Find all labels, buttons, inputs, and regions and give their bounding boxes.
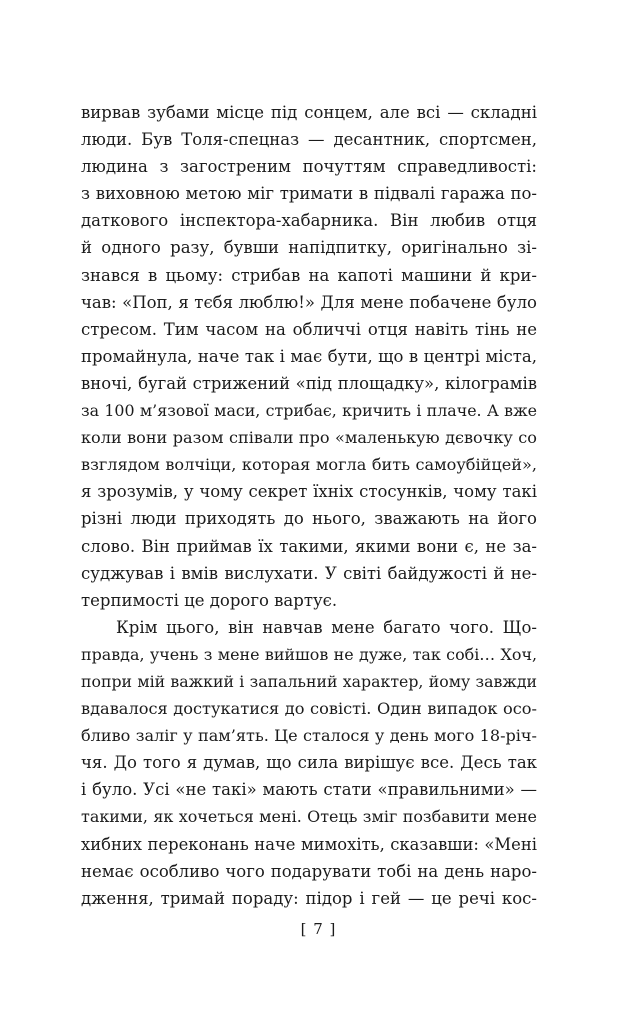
text-line: правда, учень з мене вийшов не дуже, так собі… Хоч, — [81, 644, 537, 664]
paragraph-2 — [81, 614, 537, 912]
text-line: попри мій важкий і запальний характер, йому завжди — [81, 671, 537, 691]
text-line: бливо заліг у пам’ять. Це сталося у день мого 18-річ- — [81, 726, 537, 746]
text-line: вночі, бугай стрижений «під площадку», кілограмів — [81, 373, 537, 393]
text-line: і було. Усі «не такі» мають стати «правильними» — — [81, 780, 537, 800]
text-line: знався в цьому: стрибав на капоті машини й кри- — [81, 265, 537, 285]
text-line: стресом. Тим часом на обличчі отця навіть тінь не — [81, 319, 537, 339]
text-line: терпимості це дорого вартує. — [81, 590, 338, 610]
text-line: чя. До того я думав, що сила вирішує все. Десь так — [81, 753, 537, 773]
text-line: люди. Був Толя-спецназ — десантник, спортсмен, — [81, 130, 537, 150]
text-line: за 100 м’язової маси, стрибає, кричить і плаче. А вже — [81, 401, 537, 421]
text-line: різні люди приходять до нього, зважають на його — [81, 509, 537, 529]
text-line: немає особливо чого подарувати тобі на день наро- — [81, 861, 537, 881]
text-line: такими, як хочеться мені. Отець зміг позбавити мене — [81, 807, 537, 827]
body-text — [81, 99, 537, 912]
paragraph-1 — [81, 99, 537, 614]
text-line: слово. Він приймав їх такими, якими вони є, не за- — [81, 536, 537, 556]
text-line: суджував і вмів вислухати. У світі байдужості й не- — [81, 563, 537, 583]
text-line: й одного разу, бувши напідпитку, оригінально зі- — [81, 238, 537, 258]
text-line: хибних переконань наче мимохіть, сказавши: «Мені — [81, 834, 537, 854]
text-line: коли вони разом співали про «маленькую дєвочку со — [81, 428, 537, 448]
text-line: даткового інспектора-хабарника. Він любив отця — [81, 211, 537, 231]
text-line: вирвав зубами місце під сонцем, але всі — складні — [81, 103, 537, 122]
text-line: промайнула, наче так і має бути, що в центрі міста, — [81, 346, 537, 366]
text-line: людина з загостреним почуттям справедливості: — [81, 157, 537, 177]
text-line: взглядом волчіци, которая могла бить самоубійцей», — [81, 455, 537, 475]
text-line: вдавалося достукатися до совісті. Один випадок осо- — [81, 699, 537, 719]
page-number: [ 7 ] — [300, 920, 337, 938]
text-line: я зрозумів, у чому секрет їхніх стосунків, чому такі — [81, 482, 537, 502]
text-line: дження, тримай пораду: підор і гей — це речі кос- — [81, 888, 537, 908]
text-line: з виховною метою міг тримати в підвалі гаража по- — [81, 184, 537, 204]
text-line: Крім цього, він навчав мене багато чого. Що- — [116, 617, 537, 637]
text-line: чав: «Поп, я тєбя люблю!» Для мене побачене було — [81, 292, 537, 312]
